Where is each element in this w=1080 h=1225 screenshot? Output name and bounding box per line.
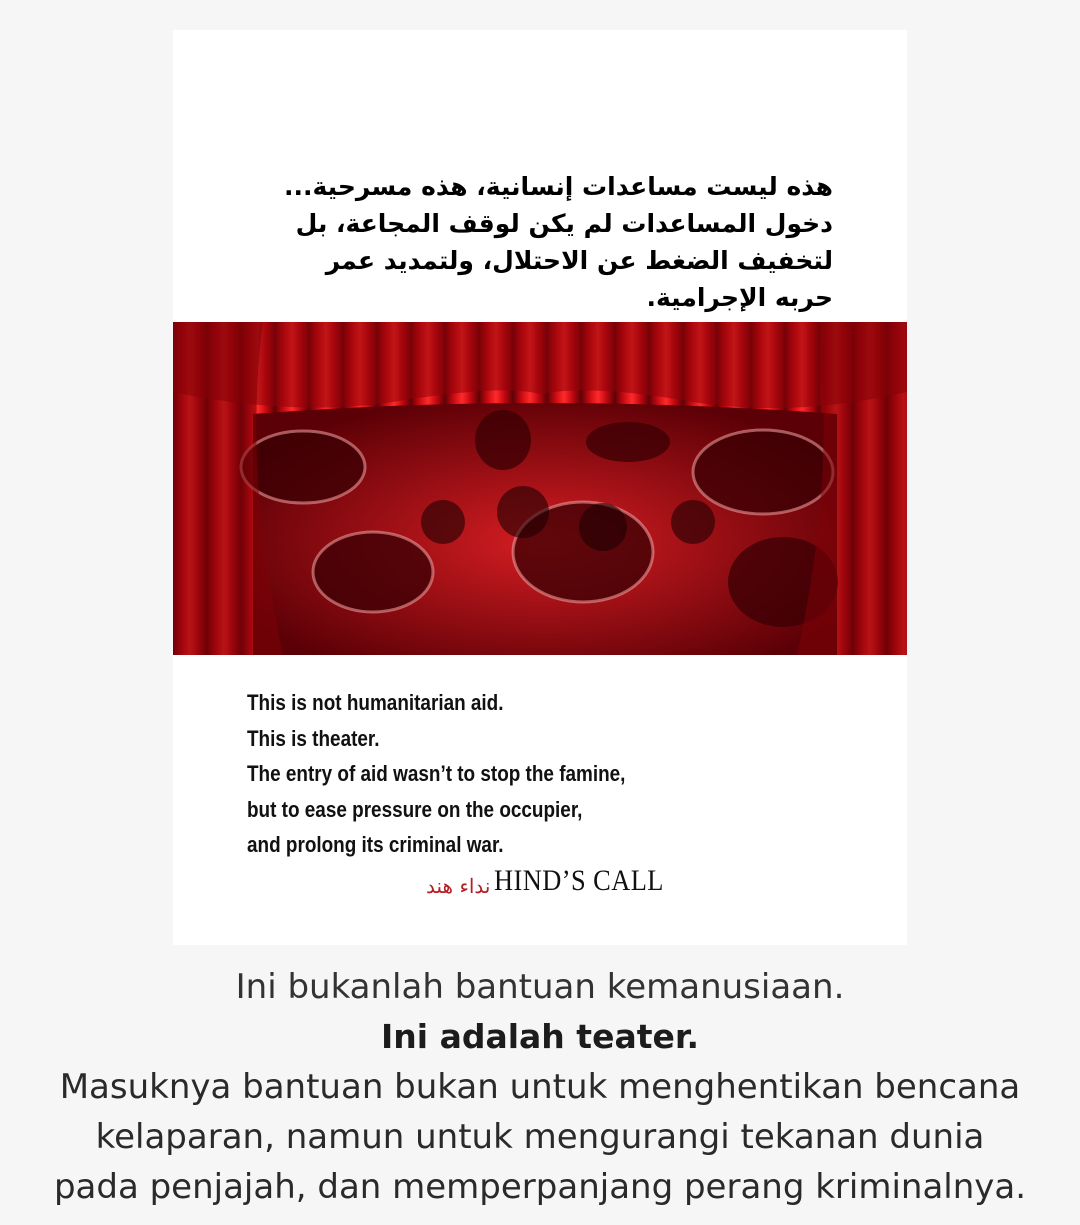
english-line: This is theater.: [247, 725, 380, 751]
arabic-text-block: [173, 168, 833, 316]
caption-line: kelaparan, namun untuk mengurangi tekanan dunia: [95, 1117, 985, 1157]
poster-image: [173, 30, 907, 945]
hinds-call-logo: [426, 866, 687, 896]
arabic-line: حربه الإجرامية.: [646, 283, 833, 312]
hinds-call-wordmark: HIND’S CALL: [494, 864, 665, 897]
hinds-call-arabic-mark: نداء هند: [426, 874, 491, 898]
caption-line: pada penjajah, dan memperpanjang perang kriminalnya.: [53, 1167, 1027, 1207]
english-text-block: [247, 685, 625, 863]
arabic-line: دخول المساعدات لم يكن لوقف المجاعة، بل: [295, 209, 833, 238]
english-line: but to ease pressure on the occupier,: [247, 796, 583, 822]
caption-line-bold: Ini adalah teater.: [381, 1017, 699, 1056]
english-line: This is not humanitarian aid.: [247, 690, 504, 715]
english-line: and prolong its criminal war.: [247, 832, 504, 857]
arabic-line: هذه ليست مساعدات إنسانية، هذه مسرحية...: [284, 172, 833, 201]
caption-line: Ini bukanlah bantuan kemanusiaan.: [235, 967, 845, 1007]
english-line: The entry of aid wasn’t to stop the famine,: [247, 761, 626, 786]
red-curtain-stage-photo: [173, 322, 907, 655]
arabic-line: لتخفيف الضغط عن الاحتلال، ولتمديد عمر: [325, 246, 833, 275]
caption-line: Masuknya bantuan bukan untuk menghentikan bencana: [59, 1067, 1021, 1107]
translation-caption: [0, 962, 1080, 1212]
